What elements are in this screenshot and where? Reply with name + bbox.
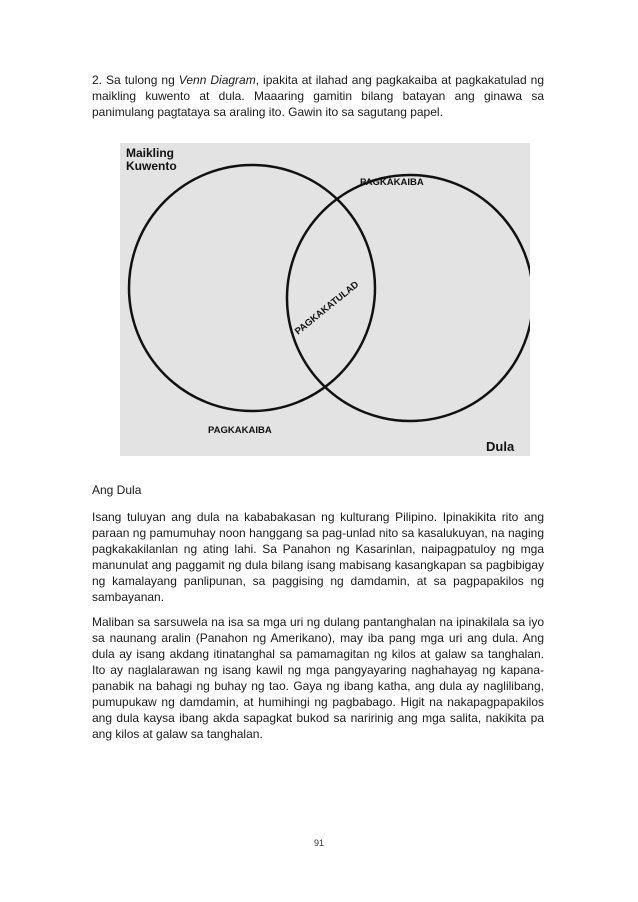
- body-paragraph-2: Maliban sa sarsuwela na isa sa mga uri ng dulang pantanghalan na ipinakilala sa iyo sa naunang aralin (Panahon ng Amerikano), may iba pang mga uri ang dula. Ang dula ay isang akdang itinatanghal sa pamamagitan ng kilos at galaw sa tanghalan. Ito ay naglalarawan ng isang kawil ng mga pangyayaring naghahayag ng kapana-panabik na bahagi ng buhay ng tao. Gaya ng ibang katha, ang dula ay naglilibang, pumupukaw ng damdamin, at humihingi ng pagbabago. Higit na nakapagpapakilos ang dula kaysa ibang akda sapagkat bukod sa naririnig ang mga salita, nakikita pa ang kilos at galaw sa tanghalan.: [92, 615, 544, 741]
- right-circle: [287, 175, 530, 421]
- left-set-label-line1: Maikling: [126, 146, 175, 160]
- right-difference-label: PAGKAKAIBA: [360, 177, 424, 188]
- instruction-italic: Venn Diagram: [178, 73, 256, 87]
- instruction-pre: Sa tulong ng: [102, 73, 179, 87]
- section-title: Ang Dula: [92, 483, 142, 497]
- left-set-label-line2: Kuwento: [126, 159, 177, 173]
- left-circle: [129, 165, 375, 411]
- page-number: 91: [313, 838, 324, 848]
- venn-diagram-svg: [120, 143, 530, 456]
- body-paragraph-1: Isang tuluyan ang dula na kababakasan ng kulturang Pilipino. Ipinakikita rito ang paraan ng pamumuhay noon hanggang sa pag-unlad nito sa kasalukuyan, na naging pagkakakilanlan ng ating lahi. Sa Panahon ng Kasarinlan, naipagpatuloy ng mga manunulat ang paggamit ng dula bilang isang mabisang kasangkapan sa pagbibigay ng kamalayang panlipunan, sa paggising ng damdamin, at sa pagpapakilos ng sambayanan.: [92, 510, 544, 604]
- left-difference-label: PAGKAKAIBA: [208, 425, 272, 436]
- instruction-paragraph: [92, 72, 544, 120]
- instruction-number: 2.: [92, 73, 103, 87]
- venn-diagram: [120, 143, 530, 456]
- right-set-label: Dula: [486, 439, 515, 454]
- intersection-label: PAGKAKATULAD: [292, 279, 362, 338]
- instruction-post: , ipakita at ilahad ang pagkakaiba at pagkakatulad ng maikling kuwento at dula. Maaaring gamitin bilang batayan ang ginawa sa panimulang pagtataya sa araling ito. Gawin ito sa sagutang papel.: [92, 73, 544, 119]
